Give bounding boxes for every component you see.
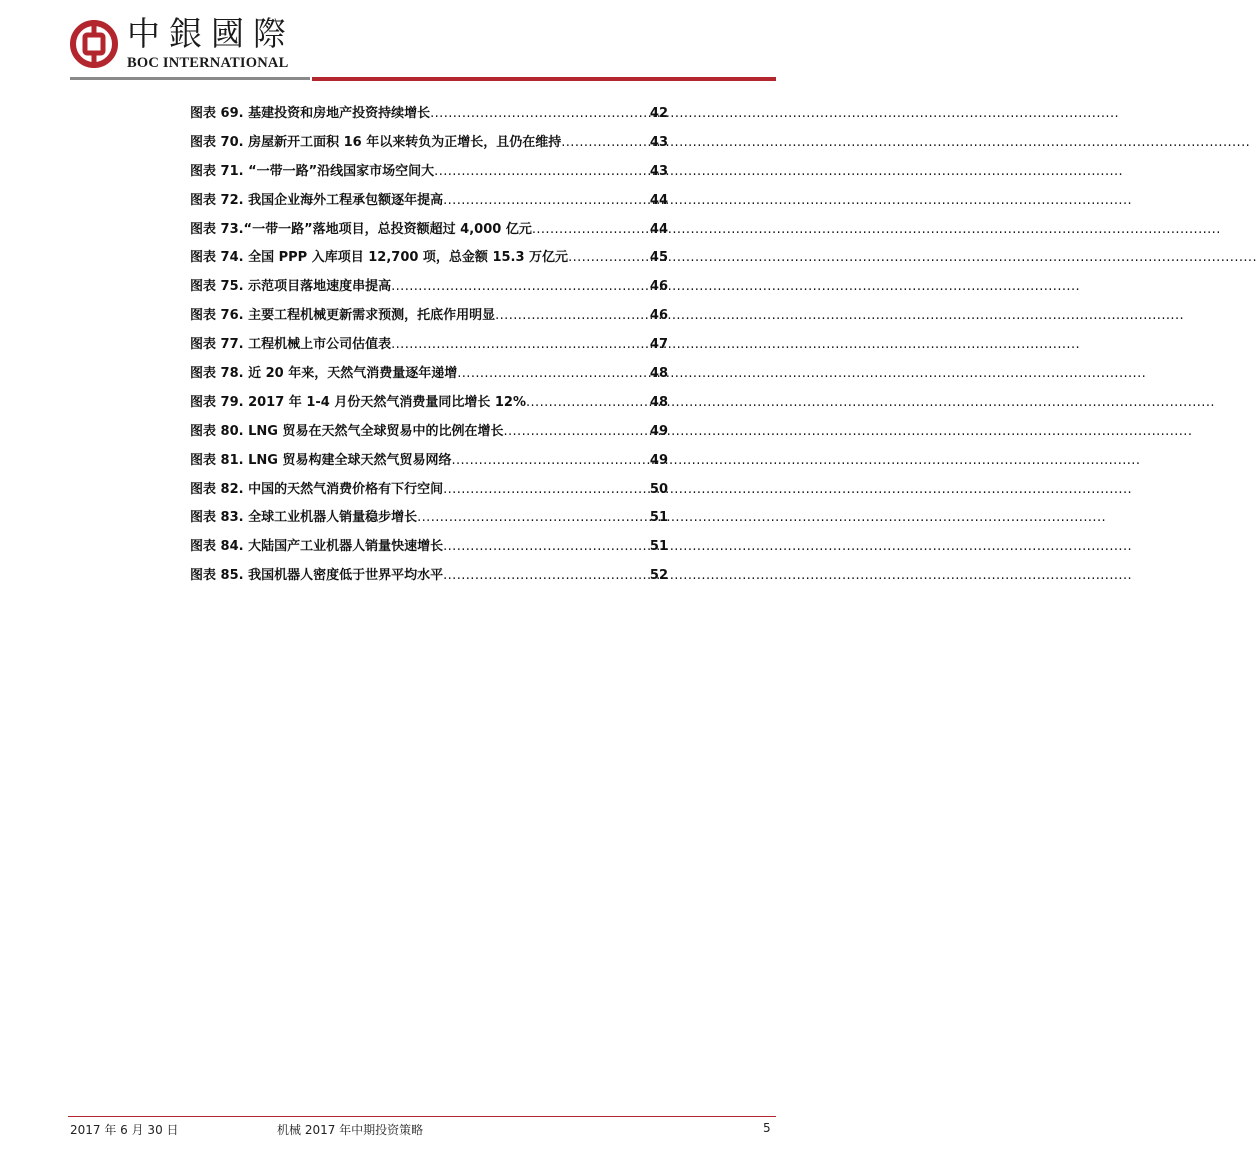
toc-dot-leader (443, 476, 649, 505)
toc-dot-leader (495, 302, 649, 331)
toc-entry-label: 图表 74. 全国 PPP 入库项目 12,700 项，总金额 15.3 万亿元 (190, 250, 569, 266)
toc-entry-label: 图表 82. 中国的天然气消费价格有下行空间 (190, 481, 444, 497)
toc-entry-label: 图表 78. 近 20 年来，天然气消费量逐年递增 (190, 366, 458, 382)
toc-entry[interactable] (190, 187, 668, 216)
toc-dot-leader (430, 100, 649, 129)
toc-dot-leader (443, 533, 649, 562)
toc-entry-label: 图表 71. “一带一路”沿线国家市场空间大 (190, 163, 435, 179)
toc-dot-leader (457, 360, 649, 389)
footer-divider (68, 1116, 776, 1117)
header-divider-red (312, 77, 776, 81)
toc-entry[interactable] (190, 244, 668, 273)
toc-entry-page: 52 (649, 568, 668, 584)
toc-entry-page: 45 (649, 250, 668, 266)
toc-entry-page: 42 (649, 106, 668, 121)
toc-dot-leader (391, 331, 649, 360)
toc-entry[interactable] (190, 476, 668, 505)
toc-entry[interactable] (190, 331, 668, 360)
toc-dot-leader (503, 418, 648, 447)
toc-entry-label: 图表 76. 主要工程机械更新需求预测，托底作用明显 (190, 308, 496, 324)
toc-entry-page: 47 (649, 337, 668, 353)
toc-dot-leader (391, 273, 649, 302)
toc-entry-label: 图表 80. LNG 贸易在天然气全球贸易中的比例在增长 (190, 423, 504, 439)
toc-dot-leader (443, 562, 649, 591)
toc-entry-label: 图表 69. 基建投资和房地产投资持续增长 (190, 106, 431, 121)
toc-entry-label: 图表 75. 示范项目落地速度串提高 (190, 279, 392, 295)
toc-entry[interactable] (190, 158, 668, 187)
toc-entry-label: 图表 81. LNG 贸易构建全球天然气贸易网络 (190, 452, 452, 468)
toc-entry-page: 46 (649, 279, 668, 295)
toc-entry-page: 44 (649, 192, 668, 208)
toc-dot-leader (434, 158, 649, 187)
toc-entry-page: 51 (649, 510, 668, 526)
toc-entry-label: 图表 83. 全球工业机器人销量稳步增长 (190, 510, 418, 526)
toc-entry[interactable] (190, 562, 668, 591)
brand-name-cn: 中銀國際 (127, 14, 295, 53)
brand-name-en: BOC INTERNATIONAL (127, 55, 289, 71)
toc-entry[interactable] (190, 216, 668, 245)
toc-entry-label: 图表 72. 我国企业海外工程承包额逐年提高 (190, 192, 444, 208)
toc-entry-label: 图表 77. 工程机械上市公司估值表 (190, 337, 392, 353)
toc-dot-leader (417, 504, 649, 533)
toc-dot-leader (561, 129, 649, 158)
toc-entry-label: 图表 73.“一带一路”落地项目，总投资额超过 4,000 亿元 (190, 221, 532, 237)
toc-entry-page: 43 (649, 163, 668, 179)
toc-entry[interactable] (190, 100, 668, 129)
toc-entry-label: 图表 70. 房屋新开工面积 16 年以来转负为正增长，且仍在维持 (190, 134, 562, 150)
boc-logo-icon (70, 20, 118, 68)
toc-entry-page: 48 (649, 394, 668, 410)
toc-entry-label: 图表 79. 2017 年 1-4 月份天然气消费量同比增长 12% (190, 394, 526, 410)
toc-dot-leader (451, 447, 648, 476)
toc-entry-page: 44 (649, 221, 668, 237)
toc-entry[interactable] (190, 302, 668, 331)
toc-entry[interactable] (190, 389, 668, 418)
footer-date: 2017 年 6 月 30 日 (70, 1123, 179, 1137)
toc-entry-label: 图表 84. 大陆国产工业机器人销量快速增长 (190, 539, 444, 555)
toc-dot-leader (568, 244, 649, 273)
toc-entry-page: 43 (649, 134, 668, 150)
toc-entry[interactable] (190, 504, 668, 533)
toc-entry[interactable] (190, 447, 668, 476)
footer-page-number: 5 (763, 1121, 771, 1135)
toc-dot-leader (443, 187, 649, 216)
toc-dot-leader (532, 216, 649, 245)
toc-dot-leader (526, 389, 649, 418)
figure-list (190, 100, 668, 591)
toc-entry-page: 48 (649, 366, 668, 382)
footer-report-title: 机械 2017 年中期投资策略 (277, 1123, 424, 1137)
toc-entry-page: 49 (649, 452, 668, 468)
toc-entry-page: 51 (649, 539, 668, 555)
toc-entry[interactable] (190, 360, 668, 389)
toc-entry-label: 图表 85. 我国机器人密度低于世界平均水平 (190, 568, 444, 584)
toc-entry-page: 50 (649, 481, 668, 497)
toc-entry-page: 49 (649, 423, 668, 439)
toc-entry[interactable] (190, 418, 668, 447)
toc-entry[interactable] (190, 129, 668, 158)
toc-entry-page: 46 (649, 308, 668, 324)
toc-entry[interactable] (190, 533, 668, 562)
toc-entry[interactable] (190, 273, 668, 302)
header-divider-gray (70, 77, 310, 80)
